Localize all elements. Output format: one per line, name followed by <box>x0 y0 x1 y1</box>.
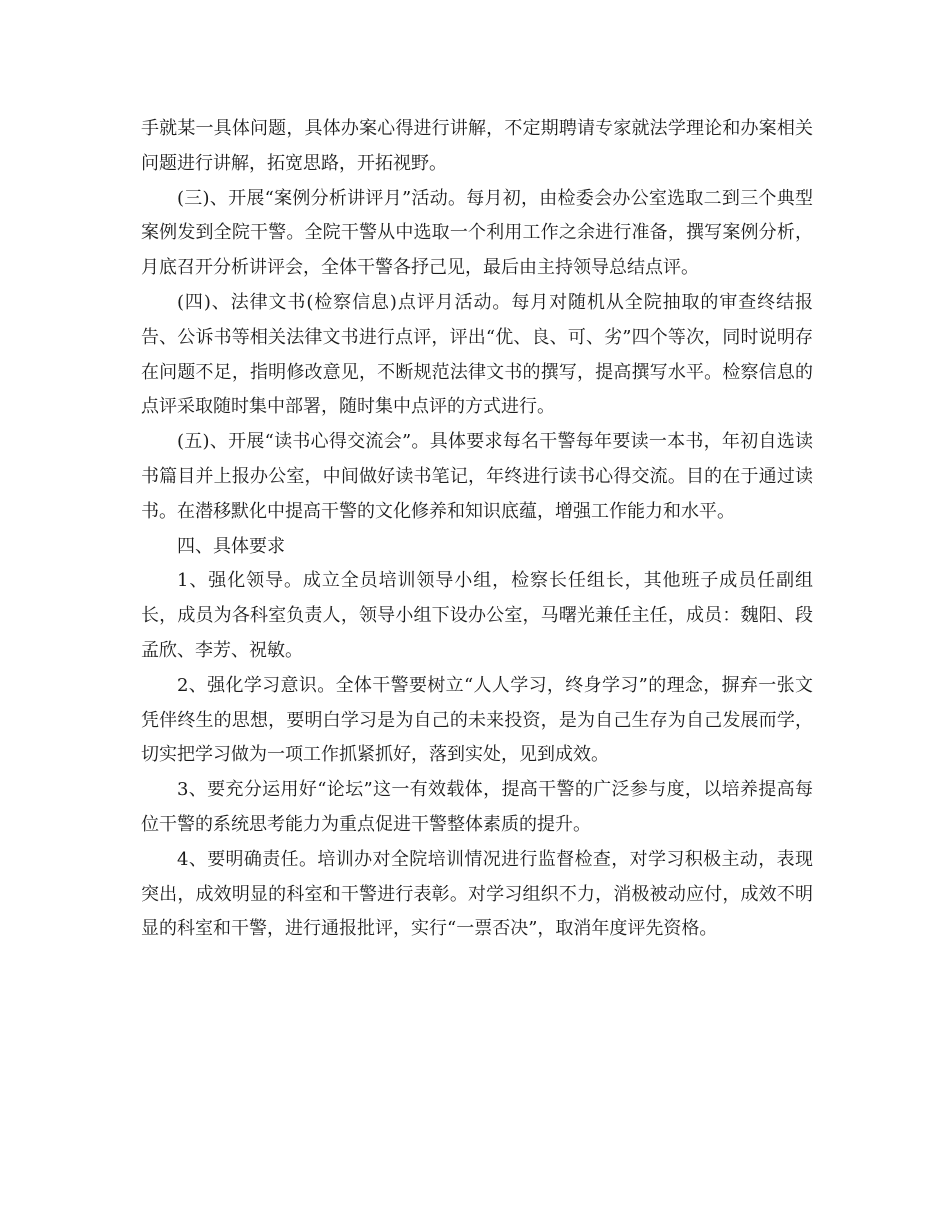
paragraph-continuation: 手就某一具体问题，具体办案心得进行讲解，不定期聘请专家就法学理论和办案相关问题进行讲解，拓宽思路，开拓视野。 <box>141 118 813 174</box>
document-body <box>141 112 813 947</box>
paragraph-requirement-2: 2、强化学习意识。全体干警要树立“人人学习，终身学习”的理念，摒弃一张文凭伴终生的思想，要明白学习是为自己的未来投资，是为自己生存为自己发展而学，切实把学习做为一项工作抓紧抓好，落到实处，见到成效。 <box>141 674 813 766</box>
section-heading-requirements: 四、具体要求 <box>177 535 285 557</box>
paragraph-case-analysis-month: (三)、开展“案例分析讲评月”活动。每月初，由检委会办公室选取二到三个典型案例发到全院干警。全院干警从中选取一个利用工作之余进行准备，撰写案例分析，月底召开分析讲评会，全体干警各抒己见，最后由主持领导总结点评。 <box>141 187 813 279</box>
paragraph-requirement-3: 3、要充分运用好“论坛”这一有效载体，提高干警的广泛参与度，以培养提高每位干警的系统思考能力为重点促进干警整体素质的提升。 <box>141 779 813 835</box>
paragraph-legal-document-review: (四)、法律文书(检察信息)点评月活动。每月对随机从全院抽取的审查终结报告、公诉书等相关法律文书进行点评，评出“优、良、可、劣”四个等次，同时说明存在问题不足，指明修改意见，不断规范法律文书的撰写，提高撰写水平。检察信息的点评采取随时集中部署，随时集中点评的方式进行。 <box>141 291 813 418</box>
paragraph-requirement-4: 4、要明确责任。培训办对全院培训情况进行监督检查，对学习积极主动，表现突出，成效明显的科室和干警进行表彰。对学习组织不力，消极被动应付，成效不明显的科室和干警，进行通报批评，实行“一票否决”，取消年度评先资格。 <box>141 848 813 940</box>
paragraph-requirement-1: 1、强化领导。成立全员培训领导小组，检察长任组长，其他班子成员任副组长，成员为各科室负责人，领导小组下设办公室，马曙光兼任主任，成员：魏阳、段孟欣、李芳、祝敏。 <box>141 570 813 661</box>
paragraph-reading-exchange: (五)、开展“读书心得交流会”。具体要求每名干警每年要读一本书，年初自选读书篇目并上报办公室，中间做好读书笔记，年终进行读书心得交流。目的在于通过读书。在潜移默化中提高干警的文化修养和知识底蕴，增强工作能力和水平。 <box>141 431 813 522</box>
